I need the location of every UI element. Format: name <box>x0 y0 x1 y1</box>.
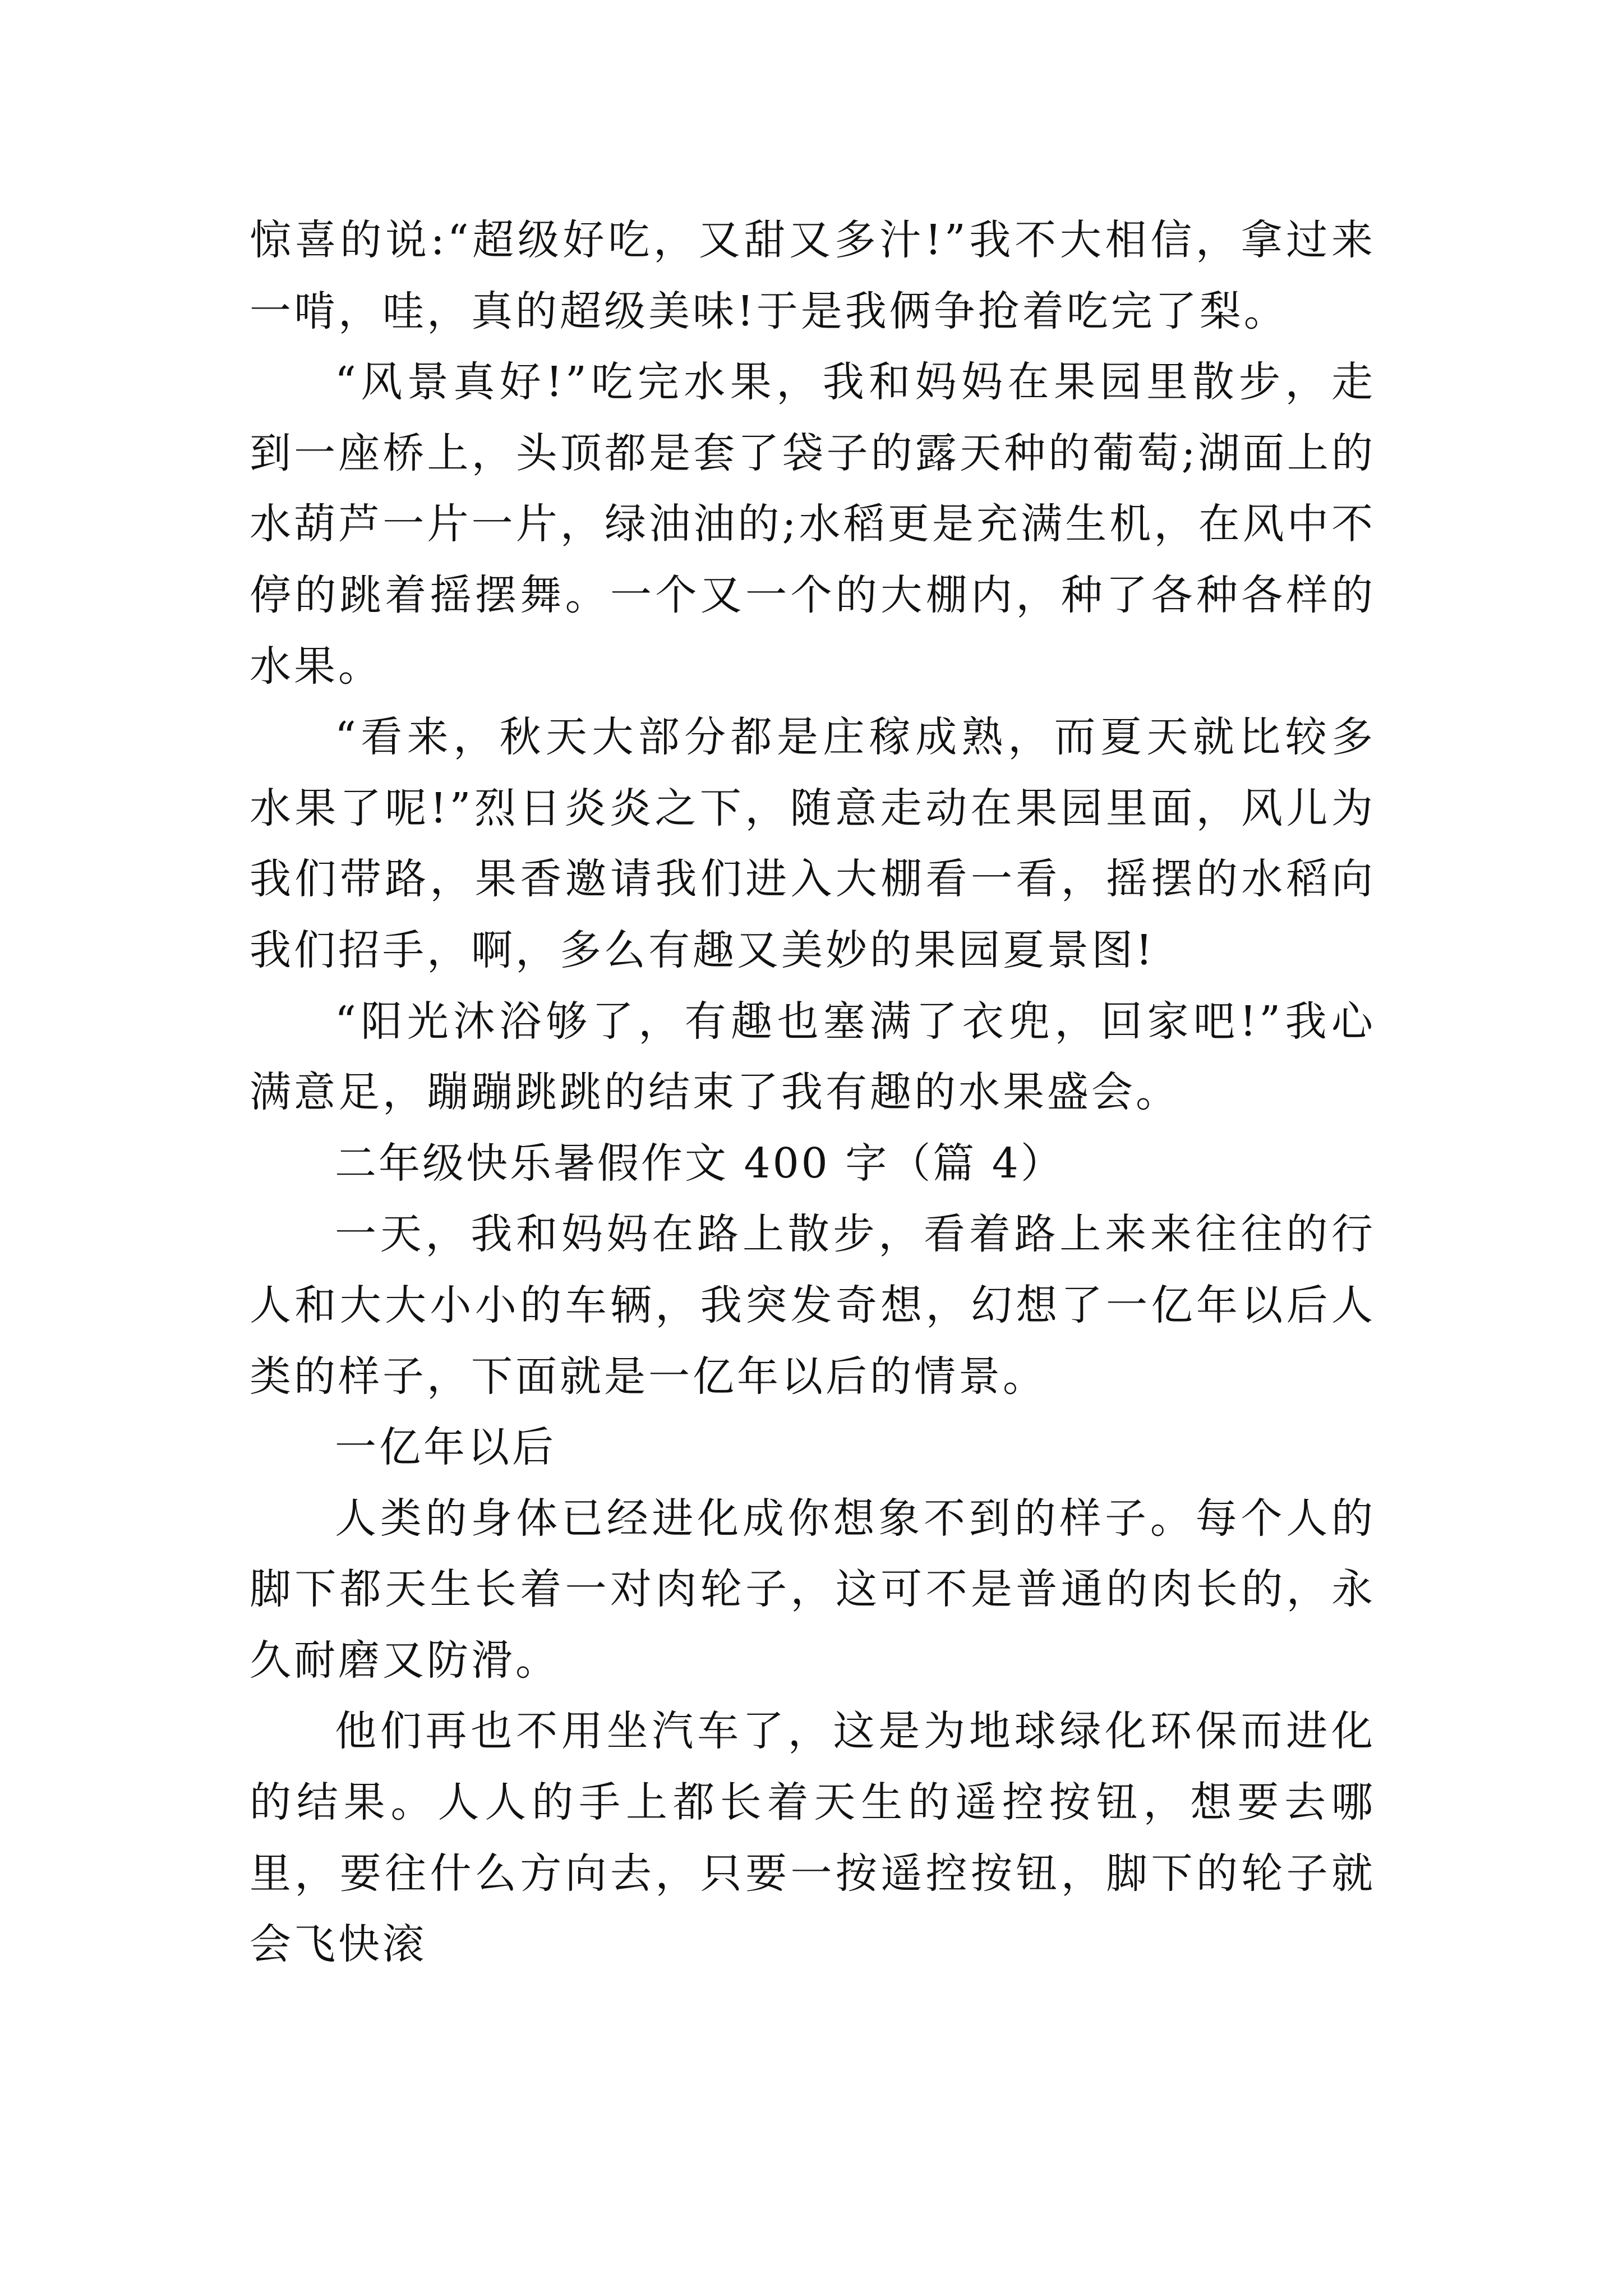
paragraph: 惊喜的说:“超级好吃，又甜又多汁!”我不大相信，拿过来一啃，哇，真的超级美味!于是我俩争抢着吃完了梨。 <box>250 216 1376 335</box>
paragraph: 一天，我和妈妈在路上散步，看着路上来来往往的行人和大大小小的车辆，我突发奇想，幻想了一亿年以后人类的样子，下面就是一亿年以后的情景。 <box>250 1210 1376 1401</box>
paragraph: “阳光沐浴够了，有趣也塞满了衣兜，回家吧!”我心满意足，蹦蹦跳跳的结束了我有趣的水果盛会。 <box>250 997 1376 1117</box>
section-heading: 二年级快乐暑假作文 400 字（篇 4） <box>335 1139 1064 1188</box>
paragraph: “看来，秋天大部分都是庄稼成熟，而夏天就比较多水果了呢!”烈日炎炎之下，随意走动在果园里面，风儿为我们带路，果香邀请我们进入大棚看一看，摇摆的水稻向我们招手，啊，多么有趣又美妙的果园夏景图! <box>250 713 1376 974</box>
body-text <box>250 205 1376 1980</box>
paragraph: 人类的身体已经进化成你想象不到的样子。每个人的脚下都天生长着一对肉轮子，这可不是普通的肉长的，永久耐磨又防滑。 <box>250 1494 1376 1685</box>
paragraph: “风景真好!”吃完水果，我和妈妈在果园里散步，走到一座桥上，头顶都是套了袋子的露天种的葡萄;湖面上的水葫芦一片一片，绿油油的;水稻更是充满生机，在风中不停的跳着摇摆舞。一个又一个的大棚内，种了各种各样的水果。 <box>250 358 1376 691</box>
paragraph: 他们再也不用坐汽车了，这是为地球绿化环保而进化的结果。人人的手上都长着天生的遥控按钮，想要去哪里，要往什么方向去，只要一按遥控按钮，脚下的轮子就会飞快滚 <box>250 1707 1376 1969</box>
subheading-paragraph: 一亿年以后 <box>335 1423 556 1472</box>
